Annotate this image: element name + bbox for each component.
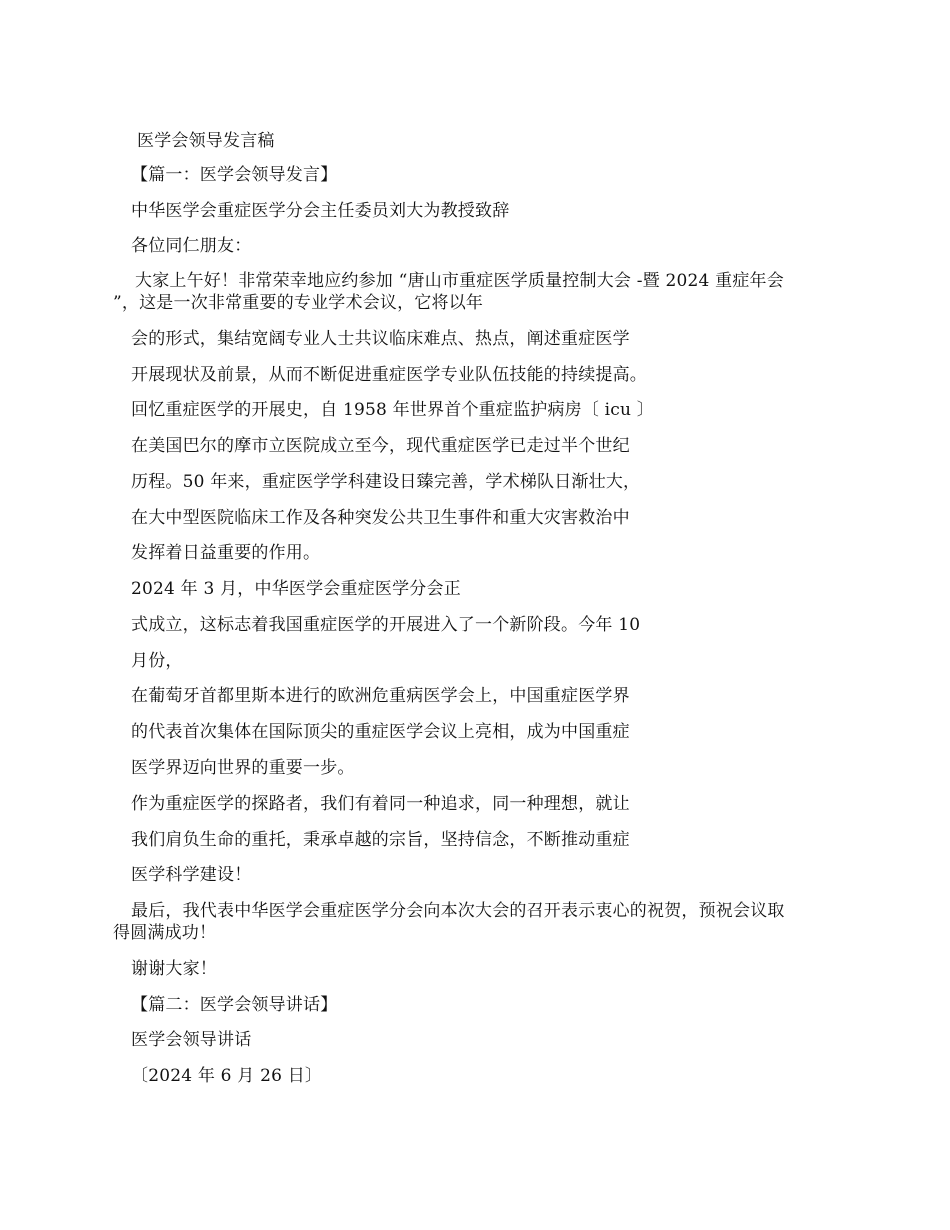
salutation: 各位同仁朋友：: [131, 236, 252, 256]
section-heading-1: 【篇一：医学会领导发言】: [131, 165, 338, 185]
paragraph-1-line-3: 会的形式，集结宽阔专业人士共议临床难点、热点，阐述重症医学: [131, 329, 630, 349]
byline: 中华医学会重症医学分会主任委员刘大为教授致辞: [131, 201, 510, 221]
closing-thanks: 谢谢大家！: [131, 959, 217, 979]
paragraph-1-line-1: 大家上午好！非常荣幸地应约参加 “唐山市重症医学质量控制大会 -暨 2024 重症年会: [135, 271, 784, 291]
paragraph-3-line-2: 式成立，这标志着我国重症医学的开展进入了一个新阶段。今年 10: [131, 615, 641, 635]
section-2-title: 医学会领导讲话: [131, 1030, 252, 1050]
paragraph-2-line-2: 在美国巴尔的摩市立医院成立至今，现代重症医学已走过半个世纪: [131, 436, 630, 456]
document-title: 医学会领导发言稿: [137, 131, 275, 151]
paragraph-2-line-3: 历程。50 年来，重症医学学科建设日臻完善，学术梯队日渐壮大，: [131, 472, 641, 492]
paragraph-2-line-4: 在大中型医院临床工作及各种突发公共卫生事件和重大灾害救治中: [131, 508, 630, 528]
paragraph-1-line-4: 开展现状及前景，从而不断促进重症医学专业队伍技能的持续提高。: [131, 365, 647, 385]
paragraph-4-line-1: 作为重症医学的探路者，我们有着同一种追求，同一种理想，就让: [131, 794, 630, 814]
paragraph-3-line-4: 在葡萄牙首都里斯本进行的欧洲危重病医学会上，中国重症医学界: [131, 686, 630, 706]
paragraph-4-line-3: 医学科学建设！: [131, 865, 252, 885]
section-2-date: 〔2024 年 6 月 26 日〕: [131, 1066, 323, 1086]
paragraph-2-line-1: 回忆重症医学的开展史，自 1958 年世界首个重症监护病房〔 icu 〕: [131, 400, 654, 420]
paragraph-4-line-2: 我们肩负生命的重托，秉承卓越的宗旨，坚持信念，不断推动重症: [131, 830, 630, 850]
paragraph-5-line-2: 得圆满成功！: [113, 923, 217, 943]
paragraph-2-line-5: 发挥着日益重要的作用。: [131, 543, 321, 563]
paragraph-3-line-5: 的代表首次集体在国际顶尖的重症医学会议上亮相，成为中国重症: [131, 722, 630, 742]
paragraph-3-line-1: 2024 年 3 月，中华医学会重症医学分会正: [131, 579, 461, 599]
paragraph-5-line-1: 最后，我代表中华医学会重症医学分会向本次大会的召开表示衷心的祝贺，预祝会议取: [131, 901, 785, 921]
section-heading-2: 【篇二：医学会领导讲话】: [131, 995, 338, 1015]
paragraph-1-line-2: ”，这是一次非常重要的专业学术会议，它将以年: [113, 293, 484, 313]
paragraph-3-line-6: 医学界迈向世界的重要一步。: [131, 758, 355, 778]
paragraph-3-line-3: 月份，: [131, 651, 183, 671]
